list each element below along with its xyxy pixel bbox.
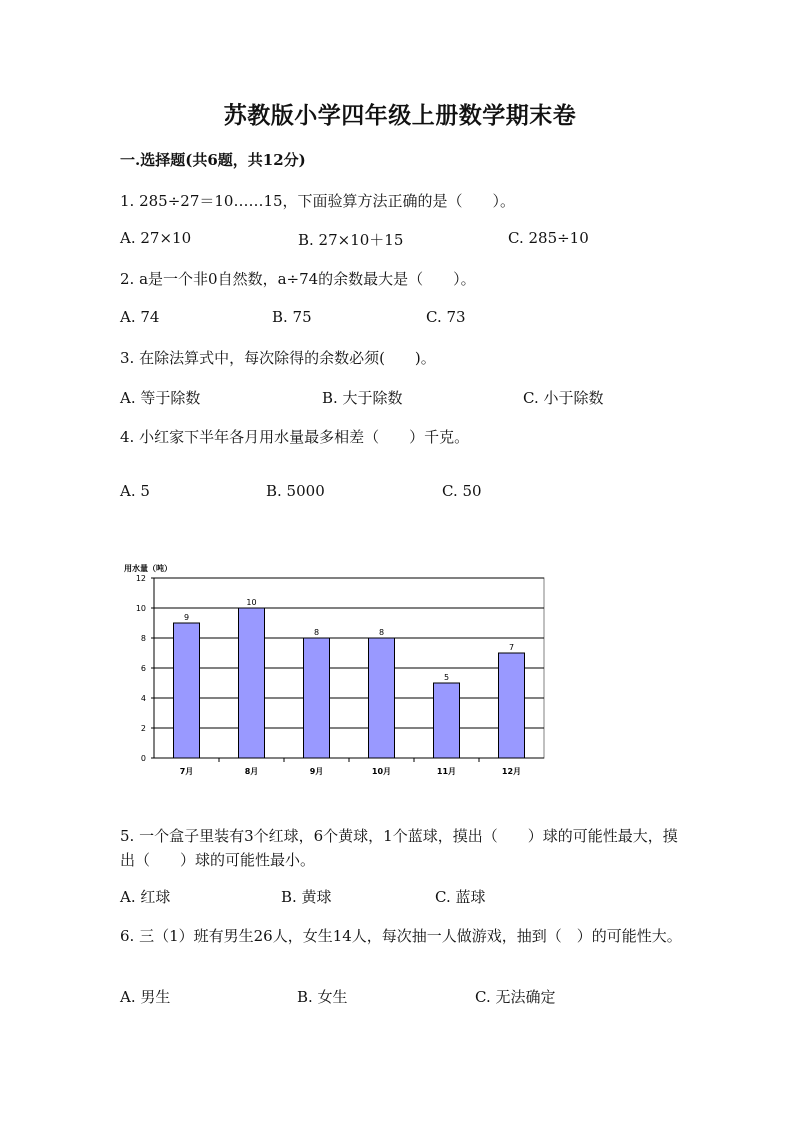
- question-2-option-c: C. 73: [426, 308, 466, 326]
- bar-11月: [434, 683, 460, 758]
- y-tick-label-10: 10: [135, 604, 146, 613]
- question-2-text: 2. a是一个非0自然数，a÷74的余数最大是（ ）。: [120, 270, 476, 288]
- x-tick-label-7月: 7月: [179, 767, 194, 776]
- question-6-option-b: B. 女生: [297, 988, 348, 1006]
- section-heading: 一.选择题(共6题，共12分): [120, 151, 306, 169]
- y-tick-label-4: 4: [140, 694, 146, 703]
- water-usage-bar-chart: [118, 558, 558, 783]
- question-6-option-c: C. 无法确定: [475, 988, 556, 1006]
- bar-7月: [174, 623, 200, 758]
- y-tick-label-8: 8: [140, 634, 146, 643]
- question-4-option-b: B. 5000: [266, 482, 325, 500]
- bar-8月: [239, 608, 265, 758]
- question-1-option-c: C. 285÷10: [508, 229, 589, 247]
- question-5-option-c: C. 蓝球: [435, 888, 486, 906]
- y-tick-label-2: 2: [140, 724, 146, 733]
- bar-9月: [304, 638, 330, 758]
- question-3-option-b: B. 大于除数: [322, 389, 403, 407]
- x-tick-label-10月: 10月: [371, 767, 392, 776]
- question-3-option-c: C. 小于除数: [523, 389, 604, 407]
- data-label-10月: 8: [378, 628, 385, 637]
- question-2-option-a: A. 74: [120, 308, 160, 326]
- page-title: 苏教版小学四年级上册数学期末卷: [223, 102, 577, 129]
- question-3-option-a: A. 等于除数: [120, 389, 201, 407]
- question-5-option-b: B. 黄球: [281, 888, 332, 906]
- y-tick-label-0: 0: [140, 754, 146, 763]
- data-label-7月: 9: [183, 613, 190, 622]
- question-4-text: 4. 小红家下半年各月用水量最多相差（ ）千克。: [120, 428, 470, 446]
- bar-10月: [369, 638, 395, 758]
- question-5-option-a: A. 红球: [120, 888, 171, 906]
- question-6-text: 6. 三（1）班有男生26人，女生14人，每次抽一人做游戏，抽到（ ）的可能性大。: [120, 927, 682, 945]
- question-4-option-a: A. 5: [120, 482, 150, 500]
- data-label-8月: 10: [246, 598, 257, 607]
- question-1-option-a: A. 27×10: [120, 229, 192, 247]
- x-tick-label-12月: 12月: [501, 767, 522, 776]
- question-4-option-c: C. 50: [442, 482, 482, 500]
- y-axis-label: 用水量（吨）: [124, 564, 172, 573]
- bar-12月: [499, 653, 525, 758]
- x-tick-label-8月: 8月: [244, 767, 259, 776]
- data-label-9月: 8: [313, 628, 320, 637]
- question-6-option-a: A. 男生: [120, 988, 171, 1006]
- y-tick-label-6: 6: [140, 664, 146, 673]
- y-tick-label-12: 12: [135, 574, 146, 583]
- question-2-option-b: B. 75: [272, 308, 312, 326]
- question-1-text: 1. 285÷27＝10……15，下面验算方法正确的是（ ）。: [120, 192, 516, 210]
- x-tick-label-11月: 11月: [436, 767, 457, 776]
- question-1-option-b: B. 27×10＋15: [298, 231, 404, 249]
- question-3-text: 3. 在除法算式中，每次除得的余数必须( )。: [120, 349, 436, 367]
- data-label-11月: 5: [443, 673, 450, 682]
- data-label-12月: 7: [508, 643, 515, 652]
- x-tick-label-9月: 9月: [309, 767, 324, 776]
- question-5-text: 5. 一个盒子里装有3个红球，6个黄球，1个蓝球，摸出（ ）球的可能性最大，摸出（ ）球的可能性最小。: [120, 827, 678, 869]
